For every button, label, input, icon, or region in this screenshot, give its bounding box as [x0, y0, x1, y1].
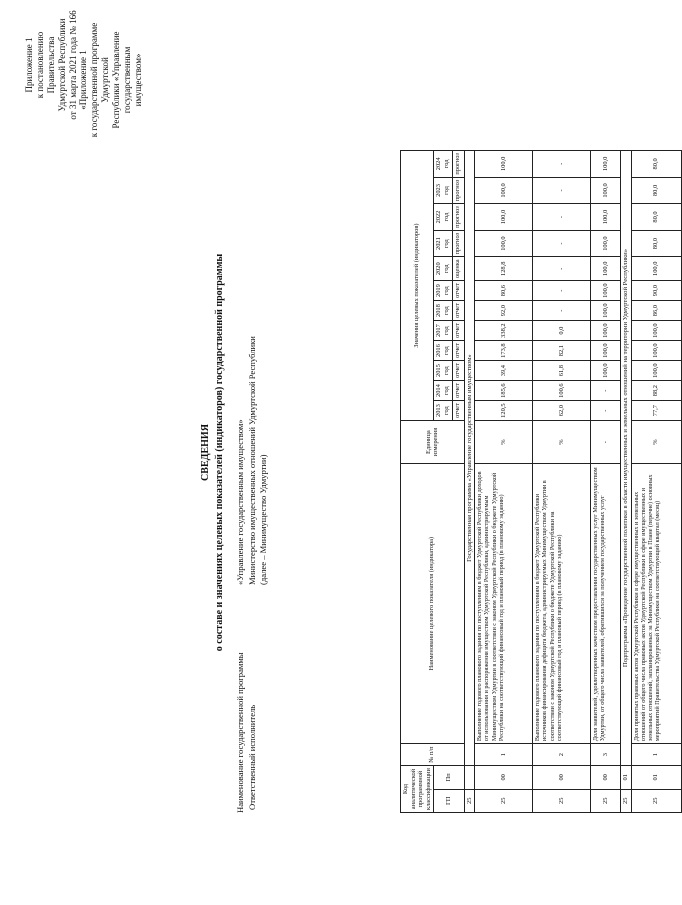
kind-header: прогноз — [452, 230, 464, 257]
value-cell: - — [533, 151, 591, 178]
value-cell: 100,0 — [475, 204, 533, 231]
appendix2-line3: Республики «Управление государственным — [111, 31, 132, 129]
value-cell: 100,0 — [631, 321, 681, 341]
gp-cell: 25 — [591, 789, 621, 812]
value-cell: 100,0 — [591, 151, 621, 178]
appendix2-line1: «Приложение 1 — [78, 50, 88, 110]
indicators-table — [400, 150, 682, 813]
kind-header: отчет — [452, 341, 464, 361]
value-cell: 90,0 — [631, 281, 681, 301]
year-header: 2018 год — [434, 301, 452, 321]
value-cell: 80,0 — [631, 177, 681, 204]
unit-header: Единица измерения — [401, 421, 465, 464]
value-cell: - — [533, 301, 591, 321]
year-header: 2017 год — [434, 321, 452, 341]
unit-cell: - — [591, 421, 621, 464]
value-cell: 100,0 — [631, 361, 681, 381]
value-cell: 100,0 — [475, 230, 533, 257]
indicator-name: Доля принятых правовых актов Удмуртской Республики в сфере имущественных и земельных отношений от общего числа правовых актов Удмуртской Республики в сфере имущественных и земельных отношений, запланированных за Минимуществом Удмуртии в Плане (перечне) основных мероприятий Правительства Удмуртской Республики на соответствующий квартал (месяц) — [631, 464, 681, 744]
gp-cell: 25 — [631, 789, 681, 812]
value-cell: 100,0 — [591, 361, 621, 381]
value-cell: - — [533, 204, 591, 231]
kind-header: отчет — [452, 361, 464, 381]
year-header: 2013 год — [434, 401, 452, 421]
subprogram-row — [621, 151, 632, 813]
value-cell: - — [591, 401, 621, 421]
kind-header: прогноз — [452, 151, 464, 178]
num-cell: 2 — [533, 744, 591, 766]
value-cell: 86,0 — [631, 301, 681, 321]
appendix-block — [24, 5, 79, 125]
year-header: 2016 год — [434, 341, 452, 361]
appendix2-line4: имуществом» — [133, 53, 143, 107]
kind-header: отчет — [452, 301, 464, 321]
kind-header: прогноз — [452, 177, 464, 204]
page-title: СВЕДЕНИЯ — [200, 424, 211, 481]
pp-cell: 01 — [631, 766, 681, 789]
executor-value: Министерство имущественных отношений Удмуртской Республики — [247, 336, 257, 585]
indicator-name: Выполнение годового планового задания по поступлениям в бюджет Удмуртской Республики доходов от использования и распоряжения имуществом Удмуртской Республики, администрируемым Минимуществом Удмуртии в соответствии с законом Удмуртской Республики о бюджете Удмуртской Республики на соответствующий финансовый год и плановый период (в плановому заданию) — [475, 464, 533, 744]
value-cell: 77,7 — [631, 401, 681, 421]
table-row — [631, 151, 681, 813]
kind-header: отчет — [452, 281, 464, 301]
value-cell: 185,6 — [475, 381, 533, 401]
value-cell: 100,0 — [631, 257, 681, 281]
pp-cell — [464, 766, 475, 789]
gp-cell: 25 — [533, 789, 591, 812]
unit-cell: % — [475, 421, 533, 464]
indicator-name: Доля заявителей, удовлетворенных качеством предоставления государственных услуг Минимуществом Удмуртии, от общего числа заявителей, обратившихся за получением государственных услуг — [591, 464, 621, 744]
value-cell: - — [533, 230, 591, 257]
pp-cell: 01 — [621, 766, 632, 789]
kind-header: отчет — [452, 401, 464, 421]
num-cell: 3 — [591, 744, 621, 766]
value-cell: - — [533, 281, 591, 301]
name-header: Наименование целевого показателя (индикатора) — [401, 464, 465, 744]
num-cell: 1 — [475, 744, 533, 766]
value-cell: 100,0 — [475, 151, 533, 178]
executor-note: (далее – Минимущество Удмуртии) — [258, 454, 268, 585]
program-title: Государственная программа «Управление государственным имуществом» — [464, 151, 475, 766]
value-cell: 100,6 — [533, 381, 591, 401]
value-cell: 62,0 — [533, 401, 591, 421]
kind-header: отчет — [452, 321, 464, 341]
value-cell: - — [533, 177, 591, 204]
value-cell: 100,0 — [591, 204, 621, 231]
value-cell: 100,0 — [591, 257, 621, 281]
value-cell: 100,0 — [591, 230, 621, 257]
values-header: Значения целевых показателей (индикаторов) — [401, 151, 434, 421]
year-header: 2024 год — [434, 151, 452, 178]
value-cell: 100,0 — [591, 321, 621, 341]
num-cell: 1 — [631, 744, 681, 766]
value-cell: 88,2 — [631, 381, 681, 401]
value-cell: 82,1 — [533, 341, 591, 361]
value-cell: 80,0 — [631, 230, 681, 257]
appendix-line3: Удмуртской Республики — [57, 18, 67, 112]
pp-cell: 00 — [591, 766, 621, 789]
value-cell: 100,0 — [591, 281, 621, 301]
table-row — [475, 151, 533, 813]
year-header: 2022 год — [434, 204, 452, 231]
gp-header: ГП — [434, 789, 464, 812]
gp-cell: 25 — [621, 789, 632, 812]
value-cell: 61,8 — [533, 361, 591, 381]
pp-cell: 00 — [475, 766, 533, 789]
unit-cell: % — [533, 421, 591, 464]
appendix-line1: Приложение 1 — [24, 37, 34, 93]
value-cell: 80,0 — [631, 151, 681, 178]
gp-cell: 25 — [464, 789, 475, 812]
gp-cell: 25 — [475, 789, 533, 812]
value-cell: 173,8 — [475, 341, 533, 361]
table-row — [591, 151, 621, 813]
year-header: 2021 год — [434, 230, 452, 257]
value-cell: 100,0 — [475, 177, 533, 204]
value-cell: 80,6 — [475, 281, 533, 301]
pp-cell: 00 — [533, 766, 591, 789]
num-header: № п/п — [401, 744, 465, 766]
value-cell: 100,0 — [631, 341, 681, 361]
year-header: 2019 год — [434, 281, 452, 301]
page-subtitle: о составе и значениях целевых показателей (индикаторов) государственной программы — [214, 253, 225, 652]
value-cell: - — [591, 381, 621, 401]
program-row — [464, 151, 475, 813]
indicator-name: Выполнение годового планового задания по поступлениям в бюджет Удмуртской Республики источников финансирования дефицита бюджета, администрируемых Минимуществом Удмуртии в соответствии с законом Удмуртской Республики о бюджете Удмуртской Республики на соответствующий финансовый год и плановый период (в плановому заданию) — [533, 464, 591, 744]
appendix-line2: к постановлению Правительства — [35, 31, 56, 99]
kind-header: прогноз — [452, 204, 464, 231]
year-header: 2015 год — [434, 361, 452, 381]
kind-header: оценка — [452, 257, 464, 281]
year-header: 2020 год — [434, 257, 452, 281]
appendix-line4: от 31 марта 2021 года № 166 — [68, 10, 78, 120]
value-cell: - — [533, 257, 591, 281]
year-header: 2014 год — [434, 381, 452, 401]
value-cell: 39,4 — [475, 361, 533, 381]
value-cell: 338,2 — [475, 321, 533, 341]
value-cell: 100,0 — [591, 301, 621, 321]
table-row — [533, 151, 591, 813]
value-cell: 100,0 — [591, 177, 621, 204]
value-cell: 0,0 — [533, 321, 591, 341]
value-cell: 92,0 — [475, 301, 533, 321]
program-value: «Управление государственным имуществом» — [235, 419, 245, 585]
value-cell: 80,0 — [631, 204, 681, 231]
appendix2-block — [78, 0, 144, 160]
executor-label: Ответственный исполнитель — [247, 704, 257, 810]
appendix2-line2: к государственной программе Удмуртской — [89, 22, 110, 138]
value-cell: 120,5 — [475, 401, 533, 421]
unit-cell: % — [631, 421, 681, 464]
year-header: 2023 год — [434, 177, 452, 204]
value-cell: 128,8 — [475, 257, 533, 281]
value-cell: 100,0 — [591, 341, 621, 361]
subprogram-title: Подпрограмма «Проведение государственной политики в области имущественных и земельных отношений на территории Удмуртской Республики» — [621, 151, 632, 766]
code-header: Код аналитической программной классификации — [401, 766, 434, 813]
program-label: Наименование государственной программы — [235, 652, 245, 813]
kind-header: отчет — [452, 381, 464, 401]
pp-header: Пп — [434, 766, 464, 789]
